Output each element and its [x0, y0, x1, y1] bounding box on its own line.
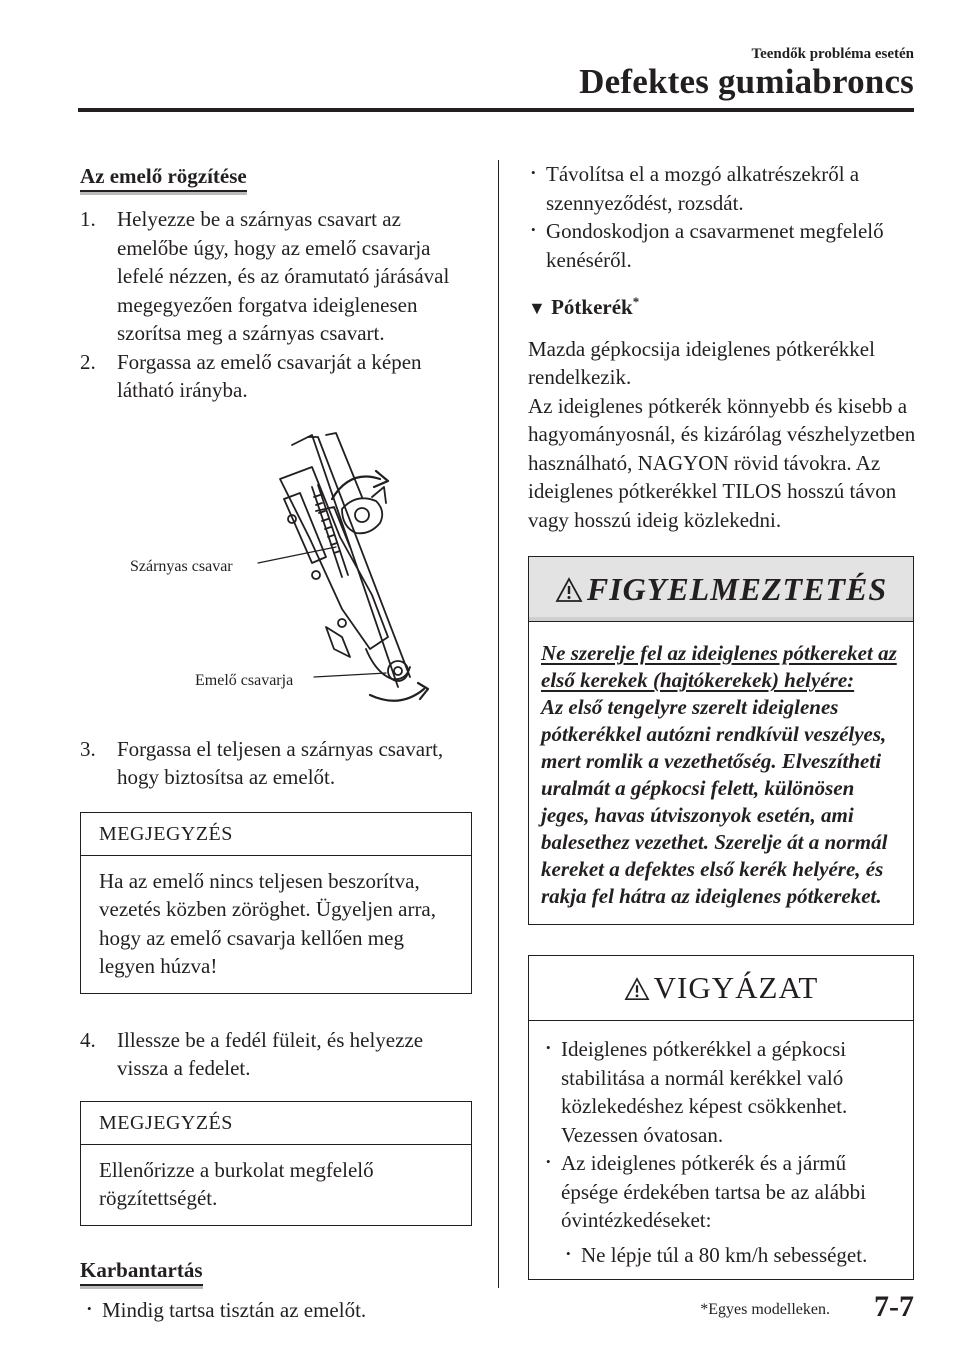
- maintenance-bullet-3: [528, 217, 920, 274]
- bullet-text: Gondoskodjon a csavarmenet megfelelő kenéséről.: [546, 219, 884, 272]
- caution-title: VIGYÁZAT: [653, 970, 819, 1005]
- maintenance-bullet-2: [528, 160, 920, 217]
- label-wing-bolt: Szárnyas csavar: [130, 557, 233, 575]
- section-heading-maintenance: Karbantartás: [80, 1257, 203, 1286]
- caution-header: [529, 956, 913, 1021]
- note-title: MEGJEGYZÉS: [81, 813, 471, 856]
- spare-heading: [528, 288, 920, 323]
- jack-illustration: [80, 427, 472, 727]
- step-text: Forgassa az emelő csavarját a képen látható irányba.: [117, 349, 422, 402]
- warning-header: [529, 557, 913, 622]
- bullet-text: Az ideiglenes pótkerék és a jármű épsége érdekében tartsa be az alábbi óvintézkedéseket:: [561, 1151, 866, 1232]
- warning-triangle-icon: [555, 577, 583, 603]
- warning-box: [528, 556, 914, 925]
- bullet-text: Távolítsa el a mozgó alkatrészekről a szennyeződést, rozsdát.: [546, 162, 860, 215]
- step-text: Illessze be a fedél füleit, és helyezze vissza a fedelet.: [117, 1027, 424, 1080]
- note-text: Ha az emelő nincs teljesen beszorítva, vezetés közben zöröghet. Ügyeljen arra, hogy az emelő csavarja kellően meg legyen húzva!: [99, 868, 437, 978]
- bullet-text: Mindig tartsa tisztán az emelőt.: [102, 1297, 367, 1322]
- caution-bullet-2: [543, 1149, 901, 1235]
- section-heading-jack-fixing: Az emelő rögzítése: [80, 163, 247, 192]
- step-number: 2.: [80, 349, 96, 374]
- step-number: 4.: [80, 1027, 96, 1052]
- triangle-marker-icon: ▼: [528, 298, 546, 318]
- left-column: [80, 160, 472, 1324]
- chapter-title: Teendők probléma esetén: [751, 46, 914, 62]
- caution-bullet-1: [543, 1035, 901, 1149]
- footnote: *Egyes modelleken.: [700, 1301, 830, 1318]
- spare-paragraph-2: Az ideiglenes pótkerék könnyebb és kisebb a hagyományosnál, és kizárólag vészhelyzetben használható, NAGYON rövid távokra. Az ideiglenes pótkerékkel TILOS hosszú távon vagy hosszú ideig közlekedni.: [528, 393, 916, 532]
- header-divider: [78, 108, 914, 112]
- step-3: [80, 735, 472, 792]
- warning-title: FIGYELMEZTETÉS: [586, 571, 888, 607]
- asterisk-marker: *: [632, 294, 640, 309]
- warning-body: [529, 622, 913, 924]
- caution-body: [529, 1021, 913, 1279]
- caution-box: [528, 955, 914, 1280]
- step-4: [80, 1026, 472, 1083]
- note-text: Ellenőrizze a burkolat megfelelő rögzítettségét.: [99, 1157, 374, 1210]
- step-2: [80, 348, 472, 405]
- column-divider: [498, 160, 499, 1288]
- note-box-2: [80, 1101, 472, 1226]
- step-text: Forgassa el teljesen a szárnyas csavart, hogy biztosítsa az emelőt.: [117, 736, 444, 789]
- step-number: 1.: [80, 207, 96, 231]
- note-title: MEGJEGYZÉS: [81, 1102, 471, 1145]
- spare-heading-text: Pótkerék: [551, 295, 633, 319]
- page-number: 7-7: [874, 1290, 914, 1323]
- caution-triangle-icon: [624, 977, 650, 1001]
- bullet-text: Ne lépje túl a 80 km/h sebességet.: [581, 1242, 868, 1267]
- step-1: [80, 205, 472, 348]
- label-jack-screw: Emelő csavarja: [195, 671, 294, 689]
- step-text: Helyezze be a szárnyas csavart az emelőbe úgy, hogy az emelő csavarja lefelé nézzen, és az óramutató járásával megegyezően forgatva ideiglenesen szorítsa meg a szárnyas csavart.: [117, 207, 450, 345]
- note-box-1: [80, 812, 472, 994]
- warning-underlined-text: Ne szerelje fel az ideiglenes pótkereket az első kerekek (hajtókerekek) helyére:: [541, 641, 897, 692]
- maintenance-bullet: [84, 1296, 472, 1325]
- warning-text: Az első tengelyre szerelt ideiglenes pótkerékkel autózni rendkívül veszélyes, mert romlik a vezethetőség. Elveszítheti uralmát a gépkocsi felett, különösen jeges, havas útviszonyok esetén, ami balesethez vezethet. Szerelje át a normál kereket a defektes első kerék helyére, és rakja fel hátra az ideiglenes pótkereket.: [541, 695, 888, 908]
- right-column: [528, 160, 920, 1280]
- bullet-text: Ideiglenes pótkerékkel a gépkocsi stabilitása a normál kerékkel való közlekedéshez képest csökkenhet. Vezessen óvatosan.: [561, 1037, 848, 1147]
- caution-sub-bullet: [563, 1241, 901, 1270]
- step-number: 3.: [80, 736, 96, 761]
- page-title: Defektes gumiabroncs: [579, 62, 914, 101]
- spare-paragraph-1: Mazda gépkocsija ideiglenes pótkerékkel rendelkezik.: [528, 336, 875, 389]
